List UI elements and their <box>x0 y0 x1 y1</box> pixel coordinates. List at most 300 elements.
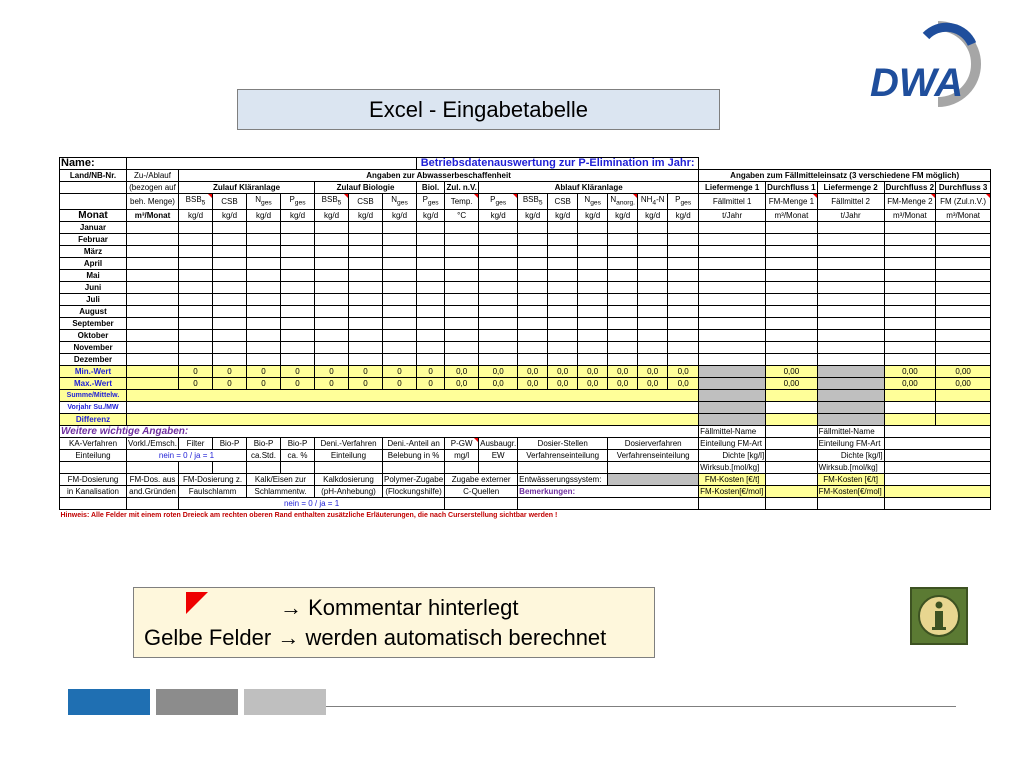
month-cell-input[interactable] <box>349 317 383 329</box>
month-cell-input[interactable] <box>281 341 315 353</box>
month-cell-input[interactable] <box>638 245 668 257</box>
month-cell-input[interactable] <box>349 293 383 305</box>
month-cell-input[interactable] <box>281 269 315 281</box>
entwaesserung-label: Entwässerungssystem: <box>518 473 608 485</box>
name-input[interactable] <box>127 158 417 170</box>
month-cell-input[interactable] <box>766 341 817 353</box>
month-cell-input[interactable] <box>884 293 935 305</box>
month-cell-input[interactable] <box>578 233 608 245</box>
month-cell-input[interactable] <box>179 281 213 293</box>
month-cell-input[interactable] <box>247 245 281 257</box>
sheet-header-title: Betriebsdatenauswertung zur P-Elimination im Jahr: <box>417 158 699 170</box>
month-cell-input[interactable] <box>179 305 213 317</box>
month-cell-input[interactable] <box>817 293 884 305</box>
month-cell-input[interactable] <box>349 269 383 281</box>
footer-divider <box>326 706 956 707</box>
month-cell-input[interactable] <box>766 293 817 305</box>
month-cell-input[interactable] <box>179 293 213 305</box>
month-cell-input[interactable] <box>936 245 991 257</box>
nein-ja-hint-2: nein = 0 / ja = 1 <box>179 497 445 509</box>
month-cell-input[interactable] <box>668 329 699 341</box>
month-cell-input[interactable] <box>518 293 548 305</box>
unit-tjahr: t/Jahr <box>699 209 766 221</box>
month-cell-input[interactable] <box>281 293 315 305</box>
month-cell-input[interactable] <box>518 221 548 233</box>
month-cell-input[interactable] <box>315 221 349 233</box>
month-cell-input[interactable] <box>479 353 518 365</box>
month-cell-input[interactable] <box>548 341 578 353</box>
month-cell-input[interactable] <box>884 329 935 341</box>
month-cell-input[interactable] <box>608 221 638 233</box>
zu-ablauf-label: Zu-/Ablauf <box>127 170 179 182</box>
month-cell-input[interactable] <box>766 281 817 293</box>
month-cell-input[interactable] <box>179 257 213 269</box>
month-cell-input[interactable] <box>315 233 349 245</box>
month-cell-input[interactable] <box>247 353 281 365</box>
month-cell-input[interactable] <box>884 221 935 233</box>
month-cell-input[interactable] <box>638 341 668 353</box>
month-cell-input[interactable] <box>479 305 518 317</box>
deni-anteil: Deni.-Anteil an <box>383 437 445 449</box>
month-cell-input[interactable] <box>127 221 179 233</box>
month-cell-input[interactable] <box>699 305 766 317</box>
month-cell-input[interactable] <box>445 293 479 305</box>
month-cell-input[interactable] <box>638 221 668 233</box>
month-cell-input[interactable] <box>578 269 608 281</box>
month-cell-input[interactable] <box>608 245 638 257</box>
unit-kgd: kg/d <box>668 209 699 221</box>
month-cell-input[interactable] <box>548 293 578 305</box>
month-cell-input[interactable] <box>247 281 281 293</box>
month-cell-input[interactable] <box>518 269 548 281</box>
verfahrenseinteilung-2: Verfahrenseinteilung <box>608 449 699 461</box>
month-cell-input[interactable] <box>817 269 884 281</box>
month-cell-input[interactable] <box>548 281 578 293</box>
month-cell-input[interactable] <box>417 293 445 305</box>
month-cell-input[interactable] <box>668 233 699 245</box>
month-row <box>60 281 991 293</box>
unit-kgd: kg/d <box>383 209 417 221</box>
month-cell-input[interactable] <box>383 269 417 281</box>
month-cell-input[interactable] <box>578 257 608 269</box>
month-cell-input[interactable] <box>247 329 281 341</box>
dwa-logo-graphic <box>868 18 1010 108</box>
group-ablauf: Ablauf Kläranlage <box>479 182 699 194</box>
month-cell-input[interactable] <box>608 257 638 269</box>
month-cell-input[interactable] <box>518 341 548 353</box>
month-cell-input[interactable] <box>817 329 884 341</box>
month-cell-input[interactable] <box>213 353 247 365</box>
month-cell-input[interactable] <box>608 269 638 281</box>
month-cell-input[interactable] <box>608 329 638 341</box>
month-cell-input[interactable] <box>638 257 668 269</box>
month-cell-input[interactable] <box>884 269 935 281</box>
month-cell-input[interactable] <box>668 245 699 257</box>
month-cell-input[interactable] <box>518 281 548 293</box>
month-cell-input[interactable] <box>699 353 766 365</box>
month-cell-input[interactable] <box>518 305 548 317</box>
month-cell-input[interactable] <box>638 293 668 305</box>
month-cell-input[interactable] <box>548 245 578 257</box>
month-cell-input[interactable] <box>281 281 315 293</box>
month-cell-input[interactable] <box>548 329 578 341</box>
min-value: 0,0 <box>445 365 479 377</box>
month-cell-input[interactable] <box>766 317 817 329</box>
month-cell-input[interactable] <box>518 353 548 365</box>
max-fm1: 0,00 <box>766 377 817 389</box>
month-cell-input[interactable] <box>668 293 699 305</box>
month-cell-input[interactable] <box>281 221 315 233</box>
entwaesserung-input[interactable] <box>608 473 699 485</box>
month-cell-input[interactable] <box>179 329 213 341</box>
month-cell-input[interactable] <box>315 293 349 305</box>
month-cell-input[interactable] <box>936 221 991 233</box>
month-cell-input[interactable] <box>445 353 479 365</box>
month-cell-input[interactable] <box>281 317 315 329</box>
month-cell-input[interactable] <box>281 305 315 317</box>
month-cell-input[interactable] <box>349 233 383 245</box>
month-cell-input[interactable] <box>445 245 479 257</box>
month-cell-input[interactable] <box>247 257 281 269</box>
month-cell-input[interactable] <box>247 305 281 317</box>
month-cell-input[interactable] <box>417 341 445 353</box>
month-cell-input[interactable] <box>699 269 766 281</box>
month-cell-input[interactable] <box>608 281 638 293</box>
month-cell-input[interactable] <box>817 233 884 245</box>
month-cell-input[interactable] <box>548 305 578 317</box>
month-cell-input[interactable] <box>936 341 991 353</box>
month-cell-input[interactable] <box>936 293 991 305</box>
month-cell-input[interactable] <box>936 353 991 365</box>
month-cell-input[interactable] <box>817 257 884 269</box>
month-cell-input[interactable] <box>417 221 445 233</box>
month-cell-input[interactable] <box>638 305 668 317</box>
month-cell-input[interactable] <box>668 281 699 293</box>
month-cell-input[interactable] <box>213 269 247 281</box>
month-cell-input[interactable] <box>578 317 608 329</box>
month-cell-input[interactable] <box>315 305 349 317</box>
belebung: Belebung in % <box>383 449 445 461</box>
month-cell-input[interactable] <box>608 353 638 365</box>
month-cell-input[interactable] <box>349 353 383 365</box>
month-cell-input[interactable] <box>699 293 766 305</box>
dosier-stellen: Dosier-Stellen <box>518 437 608 449</box>
month-cell-input[interactable] <box>213 281 247 293</box>
month-cell-input[interactable] <box>315 281 349 293</box>
month-cell-input[interactable] <box>349 281 383 293</box>
month-cell-input[interactable] <box>578 341 608 353</box>
month-cell-input[interactable] <box>383 293 417 305</box>
month-cell-input[interactable] <box>127 269 179 281</box>
month-cell-input[interactable] <box>445 233 479 245</box>
month-cell-input[interactable] <box>417 269 445 281</box>
month-cell-input[interactable] <box>179 233 213 245</box>
month-cell-input[interactable] <box>817 353 884 365</box>
month-cell-input[interactable] <box>936 281 991 293</box>
month-cell-input[interactable] <box>417 329 445 341</box>
month-cell-input[interactable] <box>417 245 445 257</box>
month-cell-input[interactable] <box>884 317 935 329</box>
month-cell-input[interactable] <box>518 233 548 245</box>
month-cell-input[interactable] <box>668 257 699 269</box>
month-cell-input[interactable] <box>383 341 417 353</box>
month-cell-input[interactable] <box>479 341 518 353</box>
month-cell-input[interactable] <box>417 353 445 365</box>
month-cell-input[interactable] <box>548 317 578 329</box>
month-cell-input[interactable] <box>179 317 213 329</box>
month-cell-input[interactable] <box>518 329 548 341</box>
month-cell-input[interactable] <box>578 281 608 293</box>
month-cell-input[interactable] <box>247 317 281 329</box>
month-cell-input[interactable] <box>668 341 699 353</box>
month-cell-input[interactable] <box>699 281 766 293</box>
month-cell-input[interactable] <box>479 293 518 305</box>
month-cell-input[interactable] <box>766 257 817 269</box>
month-cell-input[interactable] <box>127 293 179 305</box>
month-cell-input[interactable] <box>548 233 578 245</box>
param-pges-ab: $P_{ges}$ <box>668 194 699 210</box>
bemerkungen-label: Bemerkungen: <box>518 485 699 497</box>
spreadsheet-image <box>59 157 991 521</box>
month-cell-input[interactable] <box>213 293 247 305</box>
month-cell-input[interactable] <box>247 269 281 281</box>
month-cell-input[interactable] <box>127 281 179 293</box>
month-cell-input[interactable] <box>817 281 884 293</box>
month-cell-input[interactable] <box>884 245 935 257</box>
page-title: Excel - Eingabetabelle <box>237 89 720 130</box>
month-cell-input[interactable] <box>699 341 766 353</box>
month-cell-input[interactable] <box>699 329 766 341</box>
month-cell-input[interactable] <box>281 245 315 257</box>
month-cell-input[interactable] <box>445 281 479 293</box>
min-value: 0 <box>179 365 213 377</box>
month-cell-input[interactable] <box>417 233 445 245</box>
fm-dosierung: FM-Dosierung <box>60 473 127 485</box>
month-cell-input[interactable] <box>766 353 817 365</box>
month-cell-input[interactable] <box>127 317 179 329</box>
month-cell-input[interactable] <box>668 269 699 281</box>
month-cell-input[interactable] <box>884 281 935 293</box>
month-cell-input[interactable] <box>668 221 699 233</box>
month-cell-input[interactable] <box>213 305 247 317</box>
month-cell-input[interactable] <box>936 257 991 269</box>
month-cell-input[interactable] <box>213 317 247 329</box>
month-cell-input[interactable] <box>315 257 349 269</box>
month-cell-input[interactable] <box>884 353 935 365</box>
month-cell-input[interactable] <box>349 329 383 341</box>
month-cell-input[interactable] <box>315 245 349 257</box>
month-cell-input[interactable] <box>349 305 383 317</box>
month-cell-input[interactable] <box>247 341 281 353</box>
month-cell-input[interactable] <box>548 257 578 269</box>
month-cell-input[interactable] <box>315 329 349 341</box>
month-cell-input[interactable] <box>349 257 383 269</box>
month-cell-input[interactable] <box>479 329 518 341</box>
month-cell-input[interactable] <box>127 257 179 269</box>
month-cell-input[interactable] <box>417 257 445 269</box>
month-cell-input[interactable] <box>281 353 315 365</box>
month-cell-input[interactable] <box>315 353 349 365</box>
month-cell-input[interactable] <box>936 329 991 341</box>
month-cell-input[interactable] <box>349 221 383 233</box>
month-cell-input[interactable] <box>608 293 638 305</box>
month-cell-input[interactable] <box>445 317 479 329</box>
month-label: Januar <box>60 221 127 233</box>
month-cell-input[interactable] <box>383 257 417 269</box>
month-cell-input[interactable] <box>213 221 247 233</box>
month-cell-input[interactable] <box>668 353 699 365</box>
month-cell-input[interactable] <box>548 221 578 233</box>
month-cell-input[interactable] <box>127 245 179 257</box>
month-cell-input[interactable] <box>936 317 991 329</box>
month-cell-input[interactable] <box>699 233 766 245</box>
unit-kgd: kg/d <box>179 209 213 221</box>
param-faell2: Fällmittel 2 <box>817 194 884 210</box>
month-cell-input[interactable] <box>548 353 578 365</box>
month-cell-input[interactable] <box>179 353 213 365</box>
min-value: 0 <box>281 365 315 377</box>
month-cell-input[interactable] <box>578 353 608 365</box>
month-cell-input[interactable] <box>445 341 479 353</box>
month-cell-input[interactable] <box>383 305 417 317</box>
month-cell-input[interactable] <box>638 317 668 329</box>
month-cell-input[interactable] <box>383 245 417 257</box>
month-cell-input[interactable] <box>668 305 699 317</box>
abwasser-header: Angaben zur Abwasserbeschaffenheit <box>179 170 699 182</box>
month-cell-input[interactable] <box>315 317 349 329</box>
month-cell-input[interactable] <box>699 317 766 329</box>
month-cell-input[interactable] <box>445 257 479 269</box>
month-cell-input[interactable] <box>608 341 638 353</box>
month-cell-input[interactable] <box>884 233 935 245</box>
month-cell-input[interactable] <box>479 245 518 257</box>
month-cell-input[interactable] <box>247 233 281 245</box>
month-cell-input[interactable] <box>578 305 608 317</box>
month-cell-input[interactable] <box>179 341 213 353</box>
month-cell-input[interactable] <box>247 293 281 305</box>
month-cell-input[interactable] <box>179 245 213 257</box>
footer-bar-lightgrey <box>244 689 326 715</box>
month-cell-input[interactable] <box>766 245 817 257</box>
month-cell-input[interactable] <box>518 317 548 329</box>
month-cell-input[interactable] <box>383 353 417 365</box>
max-value: 0 <box>315 377 349 389</box>
month-cell-input[interactable] <box>638 269 668 281</box>
month-cell-input[interactable] <box>417 317 445 329</box>
month-cell-input[interactable] <box>578 329 608 341</box>
month-cell-input[interactable] <box>179 269 213 281</box>
month-cell-input[interactable] <box>638 281 668 293</box>
month-cell-input[interactable] <box>766 233 817 245</box>
month-cell-input[interactable] <box>608 233 638 245</box>
month-cell-input[interactable] <box>383 317 417 329</box>
month-cell-input[interactable] <box>548 269 578 281</box>
month-cell-input[interactable] <box>518 245 548 257</box>
month-cell-input[interactable] <box>766 329 817 341</box>
month-cell-input[interactable] <box>578 245 608 257</box>
month-cell-input[interactable] <box>213 341 247 353</box>
month-cell-input[interactable] <box>179 221 213 233</box>
month-cell-input[interactable] <box>213 245 247 257</box>
month-cell-input[interactable] <box>247 221 281 233</box>
month-cell-input[interactable] <box>315 269 349 281</box>
month-cell-input[interactable] <box>417 305 445 317</box>
month-cell-input[interactable] <box>766 221 817 233</box>
month-cell-input[interactable] <box>479 281 518 293</box>
month-cell-input[interactable] <box>638 353 668 365</box>
month-cell-input[interactable] <box>884 341 935 353</box>
month-cell-input[interactable] <box>213 233 247 245</box>
month-cell-input[interactable] <box>699 245 766 257</box>
month-cell-input[interactable] <box>445 269 479 281</box>
month-cell-input[interactable] <box>578 293 608 305</box>
month-cell-input[interactable] <box>479 221 518 233</box>
month-cell-input[interactable] <box>884 257 935 269</box>
month-cell-input[interactable] <box>668 317 699 329</box>
month-cell-input[interactable] <box>383 221 417 233</box>
month-cell-input[interactable] <box>479 317 518 329</box>
month-cell-input[interactable] <box>766 269 817 281</box>
month-cell-input[interactable] <box>445 221 479 233</box>
month-cell-input[interactable] <box>213 329 247 341</box>
month-cell-input[interactable] <box>479 269 518 281</box>
month-cell-input[interactable] <box>127 353 179 365</box>
month-cell-input[interactable] <box>817 221 884 233</box>
month-cell-input[interactable] <box>349 341 383 353</box>
month-cell-input[interactable] <box>383 329 417 341</box>
month-cell-input[interactable] <box>127 233 179 245</box>
month-cell-input[interactable] <box>884 305 935 317</box>
month-cell-input[interactable] <box>608 317 638 329</box>
month-cell-input[interactable] <box>936 305 991 317</box>
month-cell-input[interactable] <box>479 257 518 269</box>
vorjahr-input[interactable] <box>127 401 699 413</box>
month-cell-input[interactable] <box>213 257 247 269</box>
month-cell-input[interactable] <box>578 221 608 233</box>
month-cell-input[interactable] <box>281 233 315 245</box>
month-cell-input[interactable] <box>479 233 518 245</box>
month-cell-input[interactable] <box>383 233 417 245</box>
month-cell-input[interactable] <box>936 233 991 245</box>
month-cell-input[interactable] <box>817 317 884 329</box>
month-cell-input[interactable] <box>766 305 817 317</box>
month-cell-input[interactable] <box>699 257 766 269</box>
month-cell-input[interactable] <box>608 305 638 317</box>
month-cell-input[interactable] <box>445 305 479 317</box>
month-cell-input[interactable] <box>817 305 884 317</box>
month-cell-input[interactable] <box>127 341 179 353</box>
month-cell-input[interactable] <box>127 329 179 341</box>
month-cell-input[interactable] <box>127 305 179 317</box>
month-cell-input[interactable] <box>417 281 445 293</box>
month-cell-input[interactable] <box>281 257 315 269</box>
month-cell-input[interactable] <box>281 329 315 341</box>
month-row <box>60 317 991 329</box>
month-cell-input[interactable] <box>383 281 417 293</box>
month-cell-input[interactable] <box>699 221 766 233</box>
month-cell-input[interactable] <box>638 329 668 341</box>
month-cell-input[interactable] <box>349 245 383 257</box>
month-cell-input[interactable] <box>638 233 668 245</box>
info-icon[interactable] <box>910 587 968 645</box>
einteilung-deni: Einteilung <box>315 449 383 461</box>
month-cell-input[interactable] <box>315 341 349 353</box>
month-cell-input[interactable] <box>518 257 548 269</box>
month-cell-input[interactable] <box>445 329 479 341</box>
month-cell-input[interactable] <box>936 269 991 281</box>
month-cell-input[interactable] <box>817 245 884 257</box>
month-cell-input[interactable] <box>817 341 884 353</box>
